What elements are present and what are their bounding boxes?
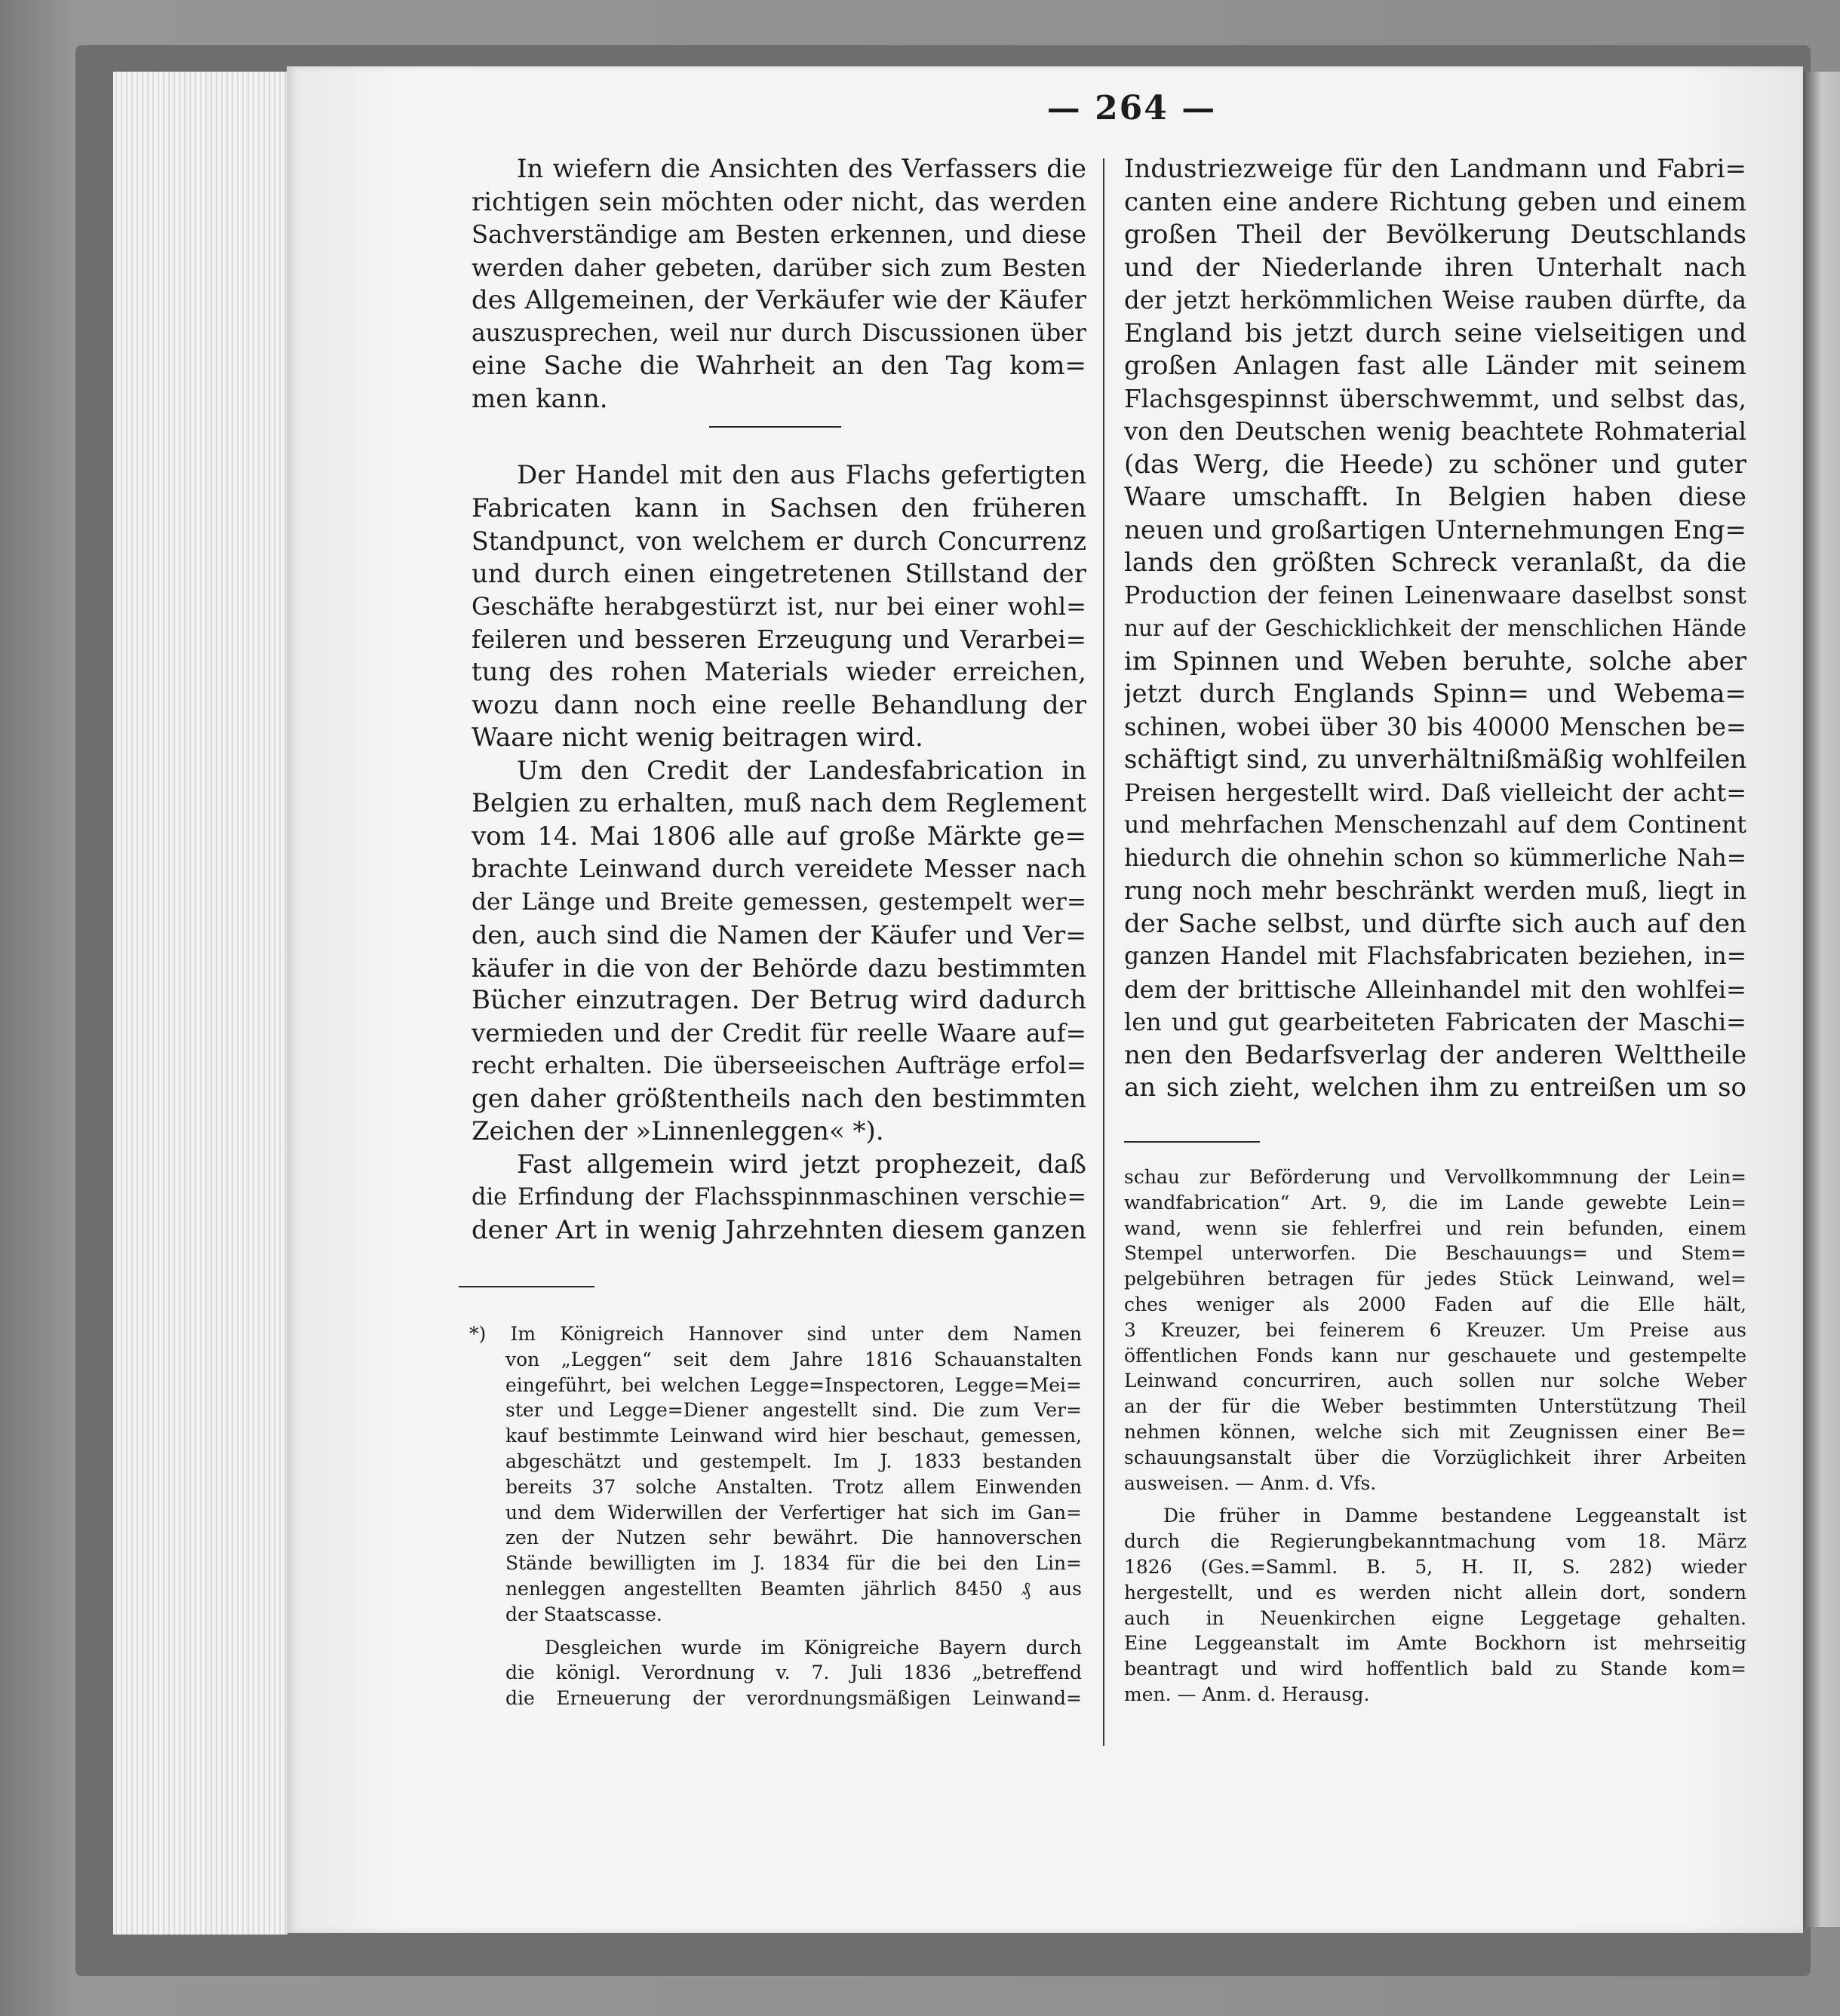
page-stack-edge (113, 72, 288, 1935)
text-line: nen den Bedarfsverlag der anderen Welttheile (1124, 1039, 1746, 1070)
right-column (1124, 153, 1746, 1105)
footnote-left (469, 1321, 1082, 1711)
text-line: len und gut gearbeiteten Fabricaten der Maschi= (1124, 1008, 1746, 1036)
text-line: käufer in die von der Behörde dazu bestimmten (472, 953, 1086, 983)
footnote-line: an der für die Weber bestimmten Unterstützung Theil (1124, 1395, 1746, 1418)
text-line: Industriezweige für den Landmann und Fabri= (1124, 154, 1746, 184)
text-line: dener Art in wenig Jahrzehnten diesem ganzen (472, 1214, 1086, 1245)
footnote-line: auch in Neuenkirchen eigne Leggetage gehalten. (1124, 1606, 1746, 1629)
footnote-right (1124, 1164, 1746, 1708)
footnote-line: ches weniger als 2000 Faden auf die Elle hält, (1124, 1293, 1746, 1315)
footnote-line: Leinwand concurriren, auch sollen nur solche Weber (1124, 1370, 1746, 1392)
footnote-line: kauf bestimmte Leinwand wird hier beschaut, gemessen, (505, 1425, 1082, 1447)
footnote-line: wandfabrication“ Art. 9, die im Lande gewebte Lein= (1124, 1191, 1746, 1214)
footnote-line: Eine Leggeanstalt im Amte Bockhorn ist mehrseitig (1124, 1632, 1746, 1655)
footnote-line: Desgleichen wurde im Königreiche Bayern durch (545, 1636, 1082, 1659)
text-line: lands den größten Schreck veranlaßt, da die (1124, 548, 1746, 578)
text-line: eine Sache die Wahrheit an den Tag kom= (472, 351, 1086, 381)
text-line: auszusprechen, weil nur durch Discussionen über (472, 319, 1086, 347)
footnote-line: die Erneuerung der verordnungsmäßigen Leinwand= (505, 1687, 1082, 1710)
footnote-line: Stände bewilligten im J. 1834 für die bei den Lin= (505, 1552, 1082, 1575)
footnote-line: abgeschätzt und gestempelt. Im J. 1833 bestanden (505, 1450, 1082, 1472)
footnote-line: schauungsanstalt über die Vorzüglichkeit ihrer Arbeiten (1124, 1446, 1746, 1468)
text-line: Waare nicht wenig beitragen wird. (472, 723, 923, 753)
column-divider (1103, 158, 1104, 1746)
text-line: recht erhalten. Die überseeischen Aufträge erfol= (472, 1052, 1086, 1079)
text-line: Geschäfte herabgestürzt ist, nur bei einer wohl= (472, 592, 1086, 621)
text-line: Sachverständige am Besten erkennen, und diese (472, 220, 1086, 249)
text-line: (das Werg, die Heede) zu schöner und guter (1124, 449, 1746, 480)
text-line: Flachsgespinnst überschwemmt, und selbst das, (1124, 384, 1746, 413)
text-line: die Erfindung der Flachsspinnmaschinen verschie= (472, 1184, 1086, 1211)
text-line: und mehrfachen Menschenzahl auf dem Continent (1124, 812, 1746, 839)
text-line: canten eine andere Richtung geben und einem (1124, 186, 1746, 217)
text-line: nur auf der Geschicklichkeit der menschlichen Hände (1124, 615, 1746, 641)
right-paragraph-1 (1124, 153, 1746, 1105)
left-paragraph-3 (472, 755, 1086, 1149)
footnote-line: 3 Kreuzer, bei feinerem 6 Kreuzer. Um Preise aus (1124, 1318, 1746, 1341)
page-number: — 264 — (1046, 89, 1217, 127)
footnote-line: men. — Anm. d. Herausg. (1124, 1683, 1370, 1705)
section-divider-rule (709, 426, 841, 428)
left-paragraph-4 (472, 1149, 1086, 1247)
text-line: feileren und besseren Erzeugung und Verarbei= (472, 624, 1086, 654)
footnote-line: Die früher in Damme bestandene Leggeanstalt ist (1163, 1505, 1746, 1527)
footnote-line: 1826 (Ges.=Samml. B. 5, H. II, S. 282) wieder (1124, 1555, 1746, 1578)
text-line: tung des rohen Materials wieder erreichen, (472, 657, 1086, 687)
footnote-line: nenleggen angestellten Beamten jährlich 8450 ₰ aus (505, 1577, 1082, 1600)
footnote-line: von „Leggen“ seit dem Jahre 1816 Schauanstalten (505, 1348, 1082, 1370)
text-line: Preisen hergestellt wird. Daß vielleicht der acht= (1124, 778, 1746, 807)
text-line: England bis jetzt durch seine vielseitigen und (1124, 318, 1746, 348)
text-line: von den Deutschen wenig beachtete Rohmaterial (1124, 417, 1746, 446)
text-line: vom 14. Mai 1806 alle auf große Märkte ge= (472, 821, 1086, 852)
text-line: und der Niederlande ihren Unterhalt nach (1124, 252, 1746, 283)
footnote-paragraph-2 (469, 1635, 1082, 1711)
footnote-rule-left (459, 1286, 594, 1287)
text-line: brachte Leinwand durch vereidete Messer nach (472, 855, 1086, 883)
footnote-line: ster und Legge=Diener angestellt sind. Die zum Ver= (505, 1399, 1082, 1422)
footnote-line: Stempel unterworfen. Die Beschauungs= und Stem= (1124, 1242, 1746, 1265)
text-line: Um den Credit der Landesfabrication in (517, 755, 1086, 786)
text-line: im Spinnen und Weben beruhte, solche aber (1124, 646, 1746, 677)
text-line: schinen, wobei über 30 bis 40000 Menschen be= (1124, 712, 1746, 741)
text-line: neuen und großartigen Unternehmungen Eng= (1124, 514, 1746, 545)
footnote-line: schau zur Beförderung und Vervollkommnung der Lein= (1124, 1166, 1746, 1188)
footnote-line: und dem Widerwillen der Verfertiger hat sich im Gan= (505, 1501, 1082, 1524)
footnote-paragraph-1 (469, 1321, 1082, 1628)
footnote-paragraph-4 (1124, 1503, 1746, 1707)
text-line: großen Anlagen fast alle Länder mit seinem (1124, 351, 1746, 381)
footnote-paragraph-3 (1124, 1164, 1746, 1496)
text-line: Fabricaten kann in Sachsen den früheren (472, 492, 1086, 523)
footnote-line: der Staatscasse. (505, 1603, 662, 1625)
text-line: großen Theil der Bevölkerung Deutschlands (1124, 219, 1746, 250)
footnote-line: durch die Regierungbekanntmachung vom 18. März (1124, 1530, 1746, 1553)
text-line: Waare umschafft. In Belgien haben diese (1124, 482, 1746, 512)
footnote-rule-right (1124, 1141, 1260, 1143)
text-line: rung noch mehr beschränkt werden muß, liegt in (1124, 876, 1746, 905)
footnote-line: hergestellt, und es werden nicht allein dort, sondern (1124, 1581, 1746, 1603)
text-line: Standpunct, von welchem er durch Concurrenz (472, 526, 1086, 556)
text-line: Belgien zu erhalten, muß nach dem Reglement (472, 788, 1086, 818)
text-line: der Sache selbst, und dürfte sich auch auf den (1124, 908, 1746, 939)
text-line: gen daher größtentheils nach den bestimmten (472, 1083, 1086, 1114)
footnote-line: ausweisen. — Anm. d. Vfs. (1124, 1471, 1377, 1494)
footnote-line: eingeführt, bei welchen Legge=Inspectoren, Legge=Mei= (505, 1373, 1082, 1396)
text-line: und durch einen eingetretenen Stillstand der (472, 558, 1086, 589)
left-paragraph-1 (472, 153, 1086, 416)
footnote-line: beantragt und wird hoffentlich bald zu Stande kom= (1124, 1658, 1746, 1680)
footnote-line: pelgebühren betragen für jedes Stück Leinwand, wel= (1124, 1268, 1746, 1290)
text-line: ganzen Handel mit Flachsfabricaten beziehen, in= (1124, 943, 1746, 970)
text-line: dem der brittische Alleinhandel mit den wohlfei= (1124, 974, 1746, 1004)
footnote-line: bereits 37 solche Anstalten. Trotz allem Einwenden (505, 1475, 1082, 1498)
footnote-line: öffentlichen Fonds kann nur geschauete und gestempelte (1124, 1344, 1746, 1367)
text-line: Zeichen der »Linnenleggen« *). (472, 1116, 884, 1146)
text-line: jetzt durch Englands Spinn= und Webema= (1124, 679, 1746, 709)
facing-page-edge (1803, 72, 1840, 1927)
text-line: der Länge und Breite gemessen, gestempelt wer= (472, 888, 1086, 916)
text-line: der jetzt herkömmlichen Weise rauben dürfte, da (1124, 286, 1746, 315)
footnote-line: wand, wenn sie fehlerfrei und rein befunden, einem (1124, 1217, 1746, 1239)
text-line: Fast allgemein wird jetzt prophezeit, daß (517, 1149, 1086, 1180)
text-line: wozu dann noch eine reelle Behandlung der (472, 689, 1086, 720)
text-line: Der Handel mit den aus Flachs gefertigten (517, 460, 1086, 490)
text-line: vermieden und der Credit für reelle Waare auf= (472, 1018, 1086, 1048)
footnote-line: *) Im Königreich Hannover sind unter dem Namen (469, 1323, 1082, 1345)
left-column (472, 153, 1086, 1247)
text-line: richtigen sein möchten oder nicht, das werden (472, 186, 1086, 217)
text-line: den, auch sind die Namen der Käufer und Ver= (472, 920, 1086, 950)
text-line: Bücher einzutragen. Der Betrug wird dadurch (472, 985, 1086, 1015)
footnote-line: nehmen können, welche sich mit Zeugnissen einer Be= (1124, 1420, 1746, 1443)
text-line: schäftigt sind, zu unverhältnißmäßig wohlfeilen (1124, 744, 1746, 775)
text-line: In wiefern die Ansichten des Verfassers die (517, 154, 1086, 184)
text-line: hiedurch die ohnehin schon so kümmerliche Nah= (1124, 844, 1746, 872)
text-line: Production der feinen Leinenwaare daselbst sonst (1124, 581, 1746, 609)
text-line: des Allgemeinen, der Verkäufer wie der Käufer (472, 285, 1086, 315)
footnote-line: die königl. Verordnung v. 7. Juli 1836 „betreffend (505, 1662, 1082, 1684)
text-line: werden daher gebeten, darüber sich zum Besten (472, 253, 1086, 282)
text-line: an sich zieht, welchen ihm zu entreißen um so (1124, 1072, 1746, 1103)
left-paragraph-2 (472, 459, 1086, 755)
text-line: men kann. (472, 383, 608, 414)
footnote-line: zen der Nutzen sehr bewährt. Die hannoverschen (505, 1527, 1082, 1549)
